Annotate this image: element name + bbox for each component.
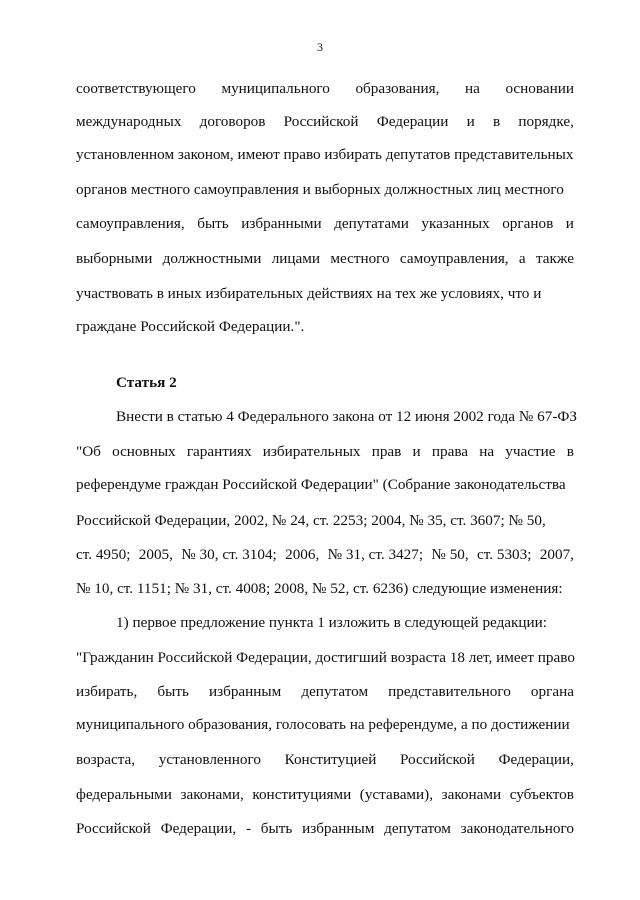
word: № 30, ст. 3104; <box>181 546 277 563</box>
word: депутатом <box>301 683 369 700</box>
paragraph2-line4: Российской Федерации, 2002, № 24, ст. 2253; 2004, № 35, ст. 3607; № 50, <box>76 512 546 529</box>
paragraph1-line5 <box>76 215 574 233</box>
word: избранными <box>241 215 322 232</box>
paragraph1-line4: органов местного самоуправления и выборных должностных лиц местного <box>76 181 564 198</box>
paragraph2-line1: Внести в статью 4 Федерального закона от 12 июня 2002 года № 67-ФЗ <box>116 408 577 425</box>
word: избранным <box>302 820 375 837</box>
word: законодательного <box>460 820 574 837</box>
paragraph3-line2: "Гражданин Российской Федерации, достигший возраста 18 лет, имеет право <box>76 649 575 666</box>
word: избирать, <box>76 683 138 700</box>
word: субъектов <box>509 786 574 803</box>
word: указанных <box>421 215 490 232</box>
word: гарантиях <box>186 443 252 460</box>
word: местного <box>330 250 390 267</box>
article-heading: Статья 2 <box>116 374 177 391</box>
paragraph1-line2 <box>76 113 574 131</box>
word: депутатами <box>334 215 409 232</box>
word: образования, <box>355 80 440 97</box>
word: основных <box>112 443 176 460</box>
word: участие <box>505 443 556 460</box>
word: органа <box>530 683 574 700</box>
paragraph2-line6: № 10, ст. 1151; № 31, ст. 4008; 2008, № 52, ст. 6236) следующие изменения: <box>76 580 563 597</box>
paragraph2-line3: референдуме граждан Российской Федерации" (Собрание законодательства <box>76 476 566 493</box>
word: депутатом <box>384 820 451 837</box>
paragraph1-line6 <box>76 250 574 268</box>
word: самоуправления, <box>76 215 185 232</box>
word: на <box>479 443 495 460</box>
paragraph3-line7 <box>76 820 574 838</box>
word: избранным <box>208 683 282 700</box>
word: выборными <box>76 250 153 267</box>
word: федеральными <box>76 786 172 803</box>
word: права <box>431 443 469 460</box>
word: 2006, <box>285 546 320 563</box>
word: и <box>565 215 574 232</box>
word: законами <box>441 786 502 803</box>
word: (уставами), <box>359 786 434 803</box>
word: № 31, ст. 3427; <box>327 546 424 563</box>
word: международных <box>76 113 182 130</box>
word: "Об <box>76 443 101 460</box>
paragraph3-line5 <box>76 751 574 769</box>
word: должностными <box>162 250 262 267</box>
word: ст. 5303; <box>477 546 532 563</box>
paragraph1-line8: граждане Российской Федерации.". <box>76 318 305 335</box>
word: Федерации, <box>160 820 237 837</box>
word: порядке, <box>518 113 574 130</box>
word: на <box>464 80 480 97</box>
word: органов <box>502 215 554 232</box>
word: быть <box>197 215 229 232</box>
word: муниципального <box>221 80 330 97</box>
word: Российской <box>283 113 359 130</box>
word: возраста, <box>76 751 136 768</box>
word: и <box>412 443 421 460</box>
word: в <box>566 443 574 460</box>
word: 2007, <box>539 546 574 563</box>
paragraph3-line6 <box>76 786 574 804</box>
word: а <box>518 250 526 267</box>
word: Российской <box>399 751 475 768</box>
paragraph1-line7: участвовать в иных избирательных действиях на тех же условиях, что и <box>76 285 542 302</box>
word: самоуправления, <box>399 250 509 267</box>
word: быть <box>260 820 293 837</box>
word: избирательных <box>262 443 361 460</box>
word: в <box>492 113 501 130</box>
word: основании <box>505 80 574 97</box>
word: ст. 4950; <box>76 546 131 563</box>
word: представительного <box>388 683 511 700</box>
word: соответствующего <box>76 80 196 97</box>
page-number: 3 <box>317 40 323 54</box>
paragraph2-line2 <box>76 443 574 461</box>
paragraph1-line3: установленном законом, имеют право избирать депутатов представительных <box>76 146 574 163</box>
word: также <box>535 250 574 267</box>
word: № 50, <box>431 546 469 563</box>
word: прав <box>371 443 402 460</box>
paragraph1-line1 <box>76 80 574 98</box>
word: быть <box>157 683 189 700</box>
word: конституциями <box>252 786 352 803</box>
word: Федерации <box>376 113 449 130</box>
word: Российской <box>76 820 151 837</box>
word: Федерации, <box>498 751 574 768</box>
word: Конституцией <box>284 751 377 768</box>
paragraph3-line4: муниципального образования, голосовать на референдуме, а по достижении <box>76 716 570 733</box>
paragraph3-line3 <box>76 683 574 701</box>
paragraph3-line1: 1) первое предложение пункта 1 изложить в следующей редакции: <box>116 614 548 631</box>
word: законами, <box>180 786 244 803</box>
word: 2005, <box>138 546 173 563</box>
word: договоров <box>199 113 266 130</box>
word: - <box>245 820 252 837</box>
word: установленного <box>158 751 261 768</box>
word: лицами <box>271 250 321 267</box>
word: и <box>466 113 475 130</box>
paragraph2-line5 <box>76 546 574 564</box>
